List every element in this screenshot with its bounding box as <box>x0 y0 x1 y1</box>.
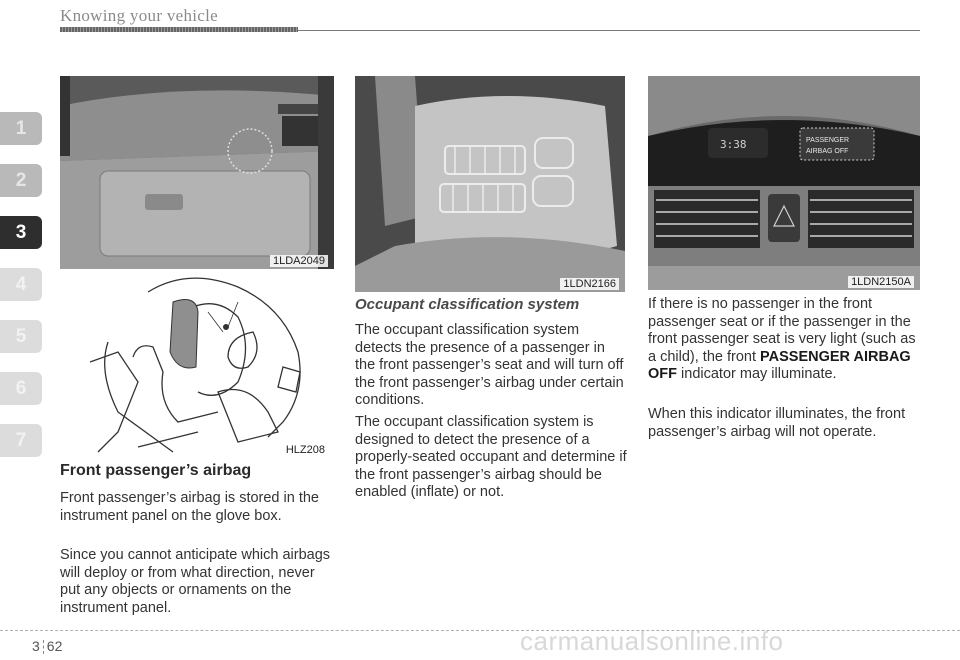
running-header: Knowing your vehicle <box>60 6 219 25</box>
chapter-tab-1[interactable]: 1 <box>0 112 42 145</box>
paragraph: Front passenger’s airbag is stored in the instrument panel on the glove box. <box>60 490 319 524</box>
header-rule-thick <box>60 27 298 32</box>
section-title-front-passenger-airbag: Front passenger’s airbag <box>60 462 252 479</box>
chapter-number: 3 <box>32 638 40 654</box>
indicator-name: PASSENGER AIRBAG OFF <box>648 348 911 382</box>
dashboard-indicator-photo <box>648 76 920 290</box>
paragraph: The occupant classification system detects the presence of a passenger in the front passenger’s seat and will turn off the front passenger’s airbag under certain conditions. <box>355 322 624 408</box>
page-in-chapter: 62 <box>46 638 63 654</box>
paragraph: The occupant classification system is designed to detect the presence of a properly-seated occupant and determine if the front passenger’s airbag should be enabled (inflate) or not. <box>355 414 627 500</box>
airbag-diagram <box>78 272 334 458</box>
dashboard-illustration <box>648 76 920 290</box>
paragraph: When this indicator illuminates, the front passenger’s airbag will not operate. <box>648 406 906 440</box>
section-title-occupant-classification: Occupant classification system <box>355 296 580 313</box>
indicator-label-line1: PASSENGER <box>806 137 850 144</box>
chapter-tab-4[interactable]: 4 <box>0 268 42 301</box>
figure-code: 1LDN2166 <box>560 278 619 290</box>
indicator-label-line2: AIRBAG OFF <box>806 148 849 155</box>
paragraph-text: If there is no passenger in the front passenger seat or if the passenger in the front passenger seat is very light (such as a child), the front <box>648 296 916 365</box>
chapter-tab-2[interactable]: 2 <box>0 164 42 197</box>
chapter-tab-5[interactable]: 5 <box>0 320 42 353</box>
airbag-line-drawing <box>78 272 334 458</box>
glovebox-photo <box>60 76 334 269</box>
svg-text:3:38: 3:38 <box>720 138 747 151</box>
glovebox-illustration <box>60 76 334 269</box>
footer-rule <box>0 630 960 631</box>
figure-code: HLZ208 <box>285 444 325 456</box>
page-number <box>32 638 62 654</box>
chapter-tab-6[interactable]: 6 <box>0 372 42 405</box>
seat-sensor-illustration <box>355 76 625 292</box>
figure-code: 1LDA2049 <box>270 255 328 267</box>
chapter-tab-7[interactable]: 7 <box>0 424 42 457</box>
paragraph <box>648 296 922 384</box>
paragraph-text: indicator may illuminate. <box>677 366 837 382</box>
seat-photo <box>355 76 625 292</box>
chapter-tab-3[interactable]: 3 <box>0 216 42 249</box>
header-rule-thin <box>298 30 920 31</box>
watermark: carmanualsonline.info <box>520 626 784 656</box>
paragraph: Since you cannot anticipate which airbags will deploy or from what direction, never put any objects or ornaments on the instrument panel. <box>60 547 331 616</box>
figure-code: 1LDN2150A <box>848 276 914 288</box>
